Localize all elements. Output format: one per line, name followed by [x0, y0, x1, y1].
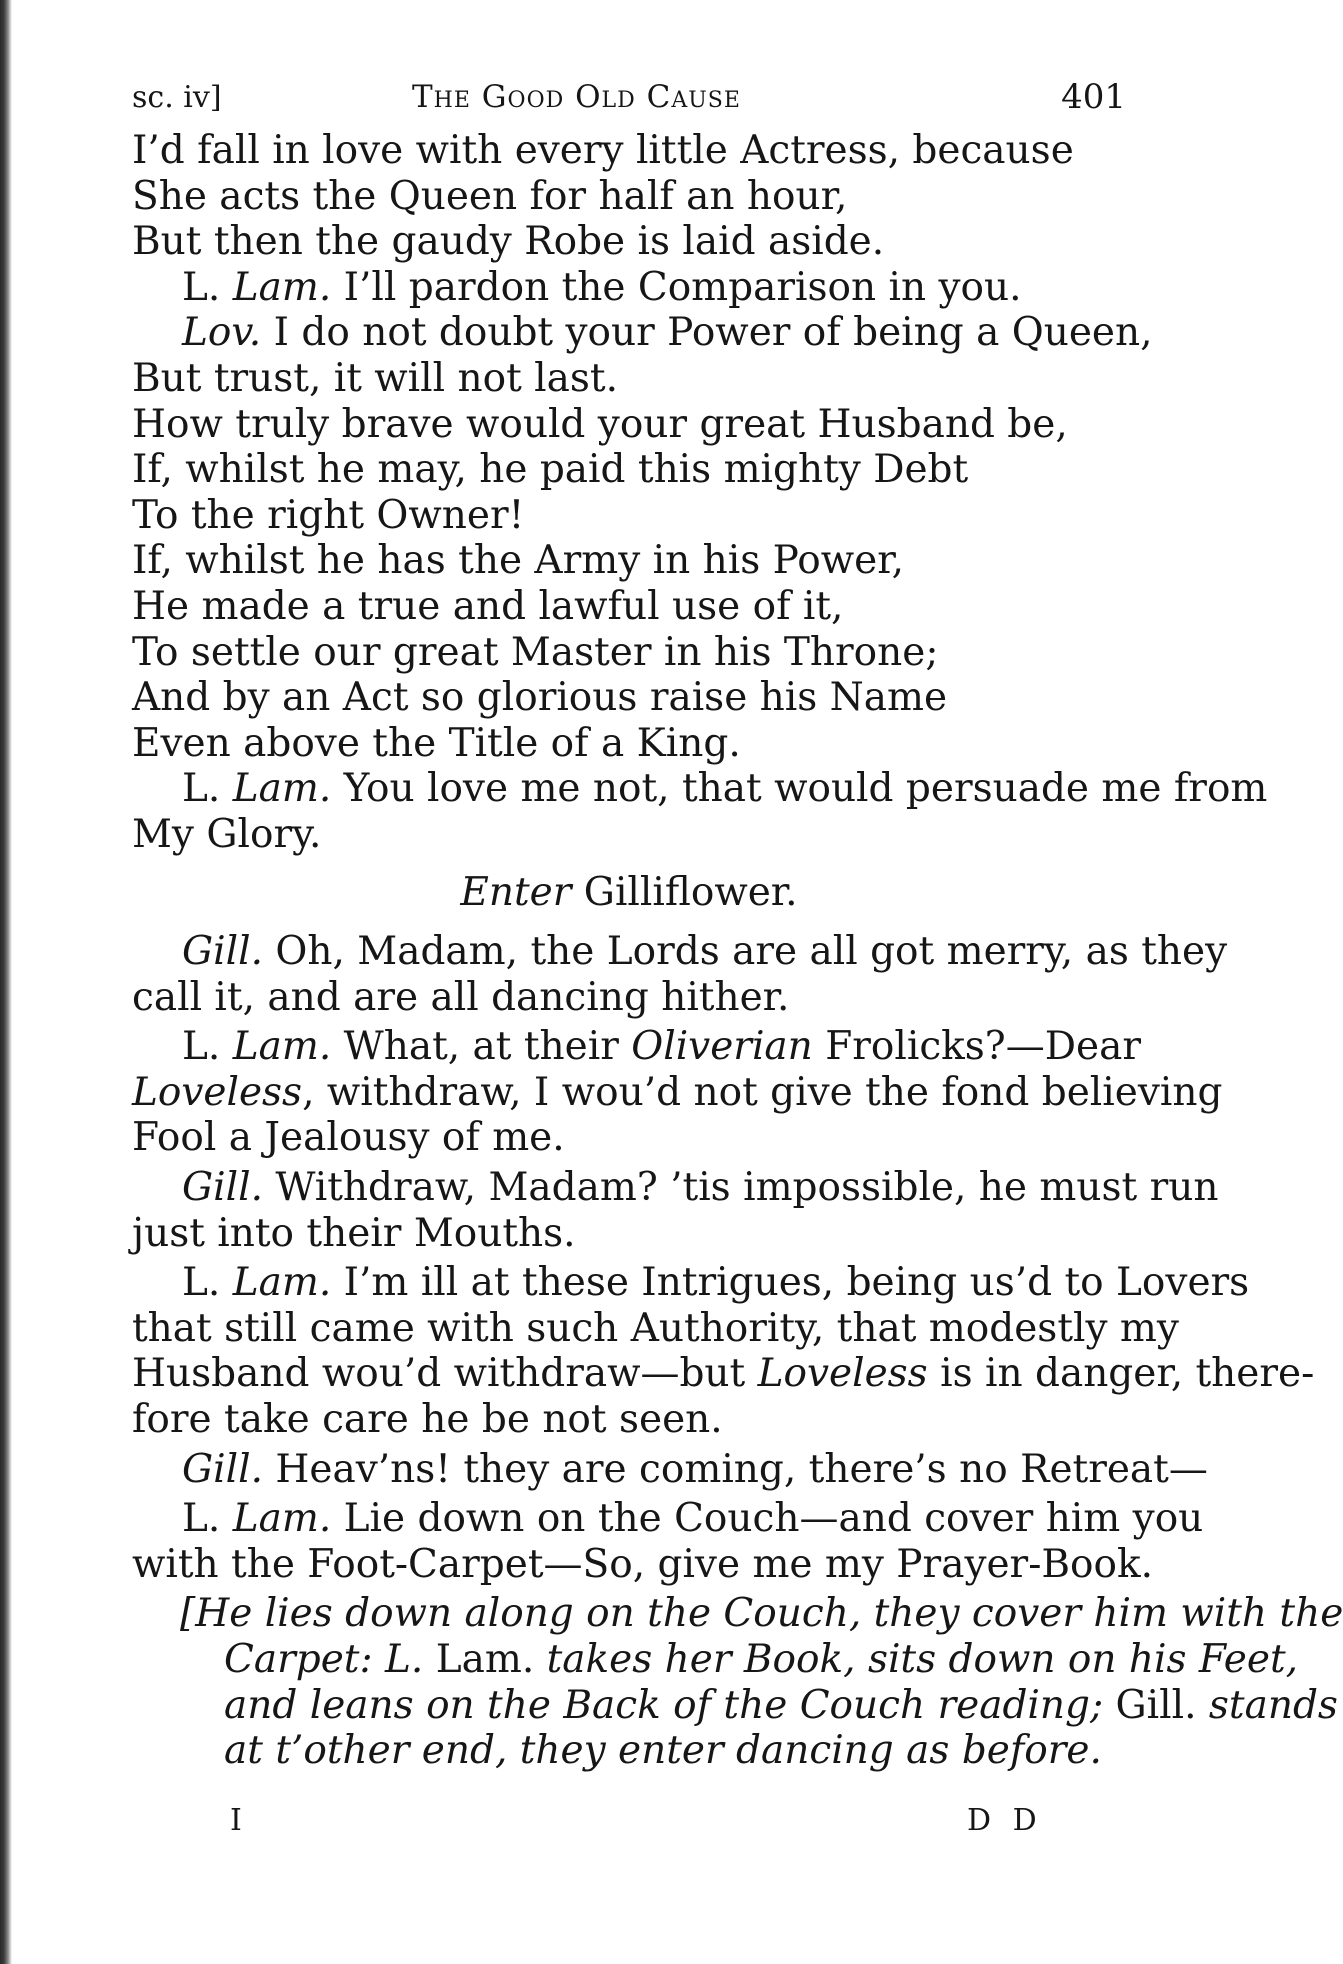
prose-line: [132, 1024, 1141, 1070]
prose-line: that still came with such Authority, that modestly my: [132, 1305, 1179, 1351]
page-text: [132, 128, 1343, 1774]
speech-text: I’m ill at these Intrigues, being us’d to Lovers: [331, 1260, 1250, 1306]
prose-line: Fool a Jealousy of me.: [132, 1115, 565, 1161]
binding-edge: [0, 0, 12, 1964]
speaker-name-italic: Lam.: [232, 1260, 332, 1306]
prose-speech: [132, 929, 1228, 1020]
stage-line: [132, 1682, 1338, 1729]
stage-text: stands: [1196, 1682, 1338, 1728]
verse-line: Even above the Title of a King.: [132, 720, 741, 766]
catchword: D D: [967, 1803, 1043, 1838]
prose-speech: [132, 1260, 1315, 1443]
prose-line: just into their Mouths.: [132, 1210, 576, 1256]
stage-line: [132, 1728, 1126, 1774]
verse-line: He made a true and lawful use of it,: [132, 583, 844, 629]
stage-text: at t’other end, they enter dancing as before.: [224, 1728, 1102, 1774]
stage-name: Lam.: [435, 1637, 535, 1682]
prose-line: call it, and are all dancing hither.: [132, 974, 790, 1020]
italic-word: Oliverian: [631, 1024, 813, 1070]
prose-line: [132, 1446, 1208, 1493]
prose-line: [132, 1351, 1315, 1397]
prose-speech: [132, 1446, 1208, 1493]
verse-line: If, whilst he has the Army in his Power,: [132, 538, 904, 584]
speech-text: I do not doubt your Power of being a Queen,: [261, 310, 1153, 356]
stage-text: [He lies down along on the Couch, they cover him with the: [180, 1591, 1343, 1637]
speech-text: Husband wou’d withdraw—but: [132, 1351, 758, 1397]
verse-line: But then the gaudy Robe is laid aside.: [132, 219, 885, 265]
stage-line: [132, 1591, 1343, 1637]
verse-line: I’d fall in love with every little Actress, because: [132, 128, 1074, 173]
italic-word: Loveless: [132, 1069, 303, 1115]
speaker-name: L.: [182, 264, 233, 310]
prose-line: fore take care he be not seen.: [132, 1397, 723, 1443]
verse-line: If, whilst he may, he paid this mighty Debt: [132, 447, 969, 493]
prose-line: [132, 1260, 1250, 1306]
speech-text: Lie down on the Couch—and cover him you: [331, 1496, 1204, 1542]
speech-text: Frolicks?—Dear: [812, 1024, 1141, 1070]
enter-word: Enter: [460, 869, 572, 915]
verse-line: But trust, it will not last.: [132, 355, 618, 401]
prose-speech: [132, 1024, 1223, 1161]
stage-line: [132, 1637, 1299, 1683]
scene-marker: sc. iv]: [132, 80, 222, 115]
page-footer: [132, 1798, 1126, 1848]
prose-line: [132, 1069, 1223, 1116]
speaker-name-italic: Lam.: [232, 1024, 332, 1070]
page-number: 401: [1061, 77, 1126, 117]
character-name: Gilliflower.: [571, 869, 798, 915]
speaker-name-italic: Lam.: [232, 1496, 332, 1542]
speaker-name-italic: Lam.: [232, 264, 332, 310]
stage-text: Carpet: L.: [224, 1637, 436, 1682]
verse-line: [132, 265, 1126, 311]
book-page: [132, 0, 1343, 1964]
verse-line: [132, 310, 1153, 356]
speaker-name-italic: Lov.: [182, 310, 262, 356]
speech-text: Heav’ns! they are coming, there’s no Retreat—: [262, 1446, 1208, 1492]
speech-text: , withdraw, I wou’d not give the fond believing: [302, 1069, 1223, 1115]
stage-text: and leans on the Back of the Couch reading;: [224, 1682, 1116, 1728]
verse-line: She acts the Queen for half an hour,: [132, 173, 848, 219]
verse-line: To settle our great Master in his Throne;: [132, 629, 939, 675]
stage-text: takes her Book, sits down on his Feet,: [534, 1637, 1299, 1682]
speaker-name-italic: Lam.: [232, 766, 332, 812]
speaker-name: L.: [182, 1496, 233, 1542]
prose-line: [132, 1496, 1204, 1542]
stage-direction: [132, 1591, 1343, 1774]
speaker-name-italic: Gill.: [182, 1165, 263, 1211]
speaker-name: L.: [182, 1260, 233, 1306]
prose-line: [132, 929, 1228, 975]
speaker-name-italic: Gill.: [182, 1446, 263, 1492]
stage-name: Gill.: [1115, 1682, 1197, 1728]
prose-speech: [132, 1165, 1219, 1256]
italic-word: Loveless: [757, 1351, 928, 1397]
speaker-name: L.: [182, 766, 233, 812]
verse-line: To the right Owner!: [132, 492, 525, 538]
prose-speech: [132, 1496, 1204, 1587]
verse-line: How truly brave would your great Husband be,: [132, 401, 1068, 447]
verse-line: [132, 766, 1268, 812]
verse-line: And by an Act so glorious raise his Name: [132, 675, 948, 721]
speech-text: Oh, Madam, the Lords are all got merry, as they: [262, 929, 1228, 975]
running-title: The Good Old Cause: [412, 79, 741, 115]
prose-line: with the Foot-Carpet—So, give me my Prayer-Book.: [132, 1541, 1154, 1587]
speech-text: Withdraw, Madam? ’tis impossible, he must run: [262, 1165, 1219, 1211]
speech-text: is in danger, there-: [927, 1351, 1315, 1397]
speech-text: You love me not, that would persuade me from: [331, 766, 1268, 812]
running-header: [132, 75, 1126, 125]
speech-text: I’ll pardon the Comparison in you.: [331, 264, 1022, 310]
verse-line: My Glory.: [132, 811, 322, 857]
stage-direction-enter: [132, 858, 1126, 926]
signature-mark: I: [230, 1803, 242, 1838]
speaker-name: L.: [182, 1024, 233, 1070]
prose-line: [132, 1165, 1219, 1211]
speech-text: What, at their: [331, 1024, 632, 1070]
speaker-name-italic: Gill.: [182, 929, 263, 975]
